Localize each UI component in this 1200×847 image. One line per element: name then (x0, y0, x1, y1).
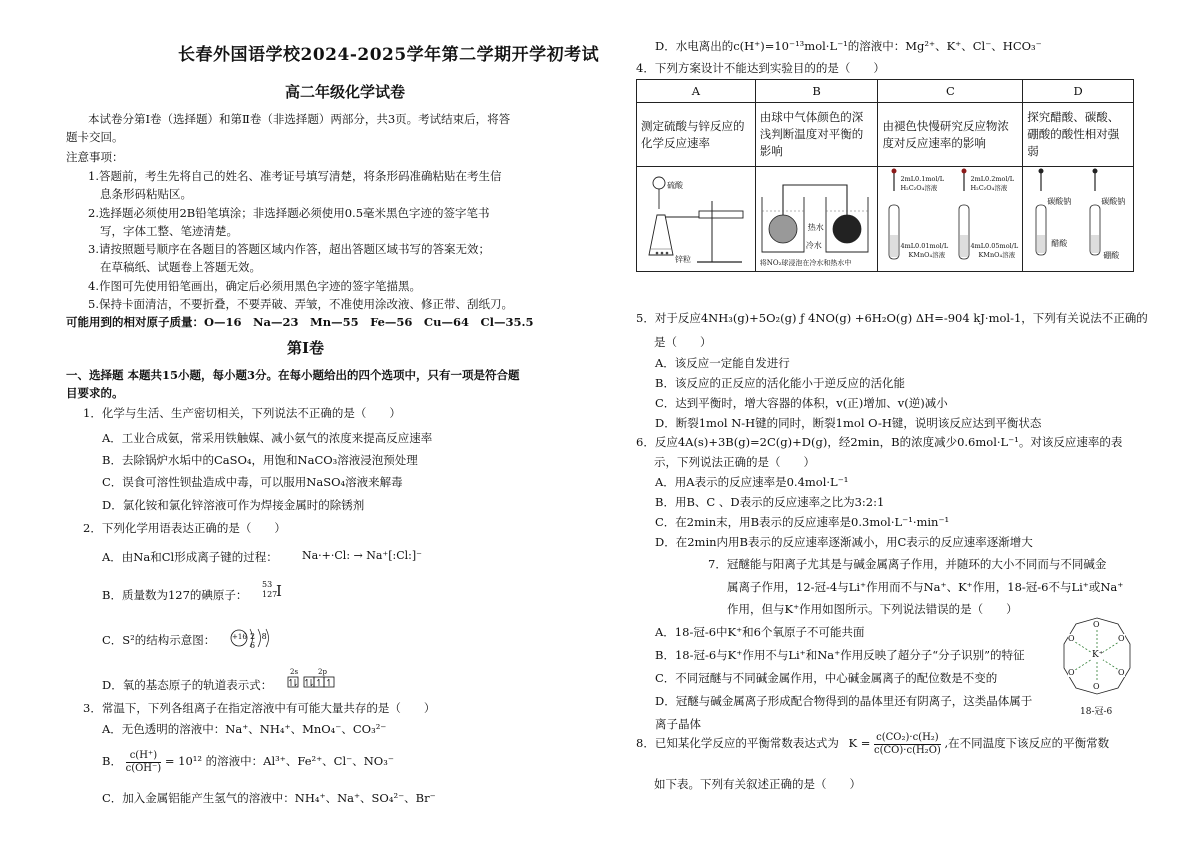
label-d2: 醋酸 (1051, 239, 1068, 248)
label-b-caption: 将NO₂球浸泡在冷水和热水中 (759, 259, 852, 267)
orbital-diagram (286, 668, 346, 690)
part1-instruction: 一、选择题 本题共15小题，每小题3分。在每小题给出的四个选项中，只有一项是符合题 (66, 368, 520, 382)
label-c4: H₂C₂O₄溶液 (970, 184, 1008, 192)
label-c7: 4mL0.05mol/L (970, 242, 1019, 250)
k-numerator: c(CO₂)·c(H₂) (874, 732, 941, 745)
table-image-row (637, 167, 1134, 272)
equilibrium-k: K = (848, 736, 871, 750)
nucleus-charge: +16 (232, 633, 247, 641)
oxygen-atom: O (1093, 682, 1100, 691)
orbital-boxes-svg (286, 668, 346, 690)
atomic-number: 127 (262, 590, 278, 599)
label-c3: 2mL0.2mol/L (970, 175, 1015, 183)
q2-option-a-formula: Na·+·Cl: → Na⁺[:Cl:]⁻ (302, 549, 422, 562)
oxygen-atom: O (1118, 668, 1125, 677)
q6-stem: 6．反应4A(s)+3B(g)=2C(g)+D(g)，经2min，B的浓度减少0.6mol·L⁻¹。对该反应速率的表 (636, 435, 1123, 449)
q5-stem-2: 是（ ） (654, 335, 712, 349)
element-symbol: I (276, 582, 282, 600)
q1-option-d: D．氯化铵和氯化锌溶液可作为焊接金属时的除锈剂 (102, 498, 365, 512)
q7-option-d: D．冠醚与碱金属离子形成配合物得到的晶体里还有阴离子，这类晶体属于 (655, 694, 1033, 708)
orbital-2s-label: 2s (290, 668, 299, 676)
figure-caption: 18-冠-6 (1080, 707, 1113, 717)
label-c2: H₂C₂O₄溶液 (900, 184, 938, 192)
q3-option-c: C．加入金属铝能产生氢气的溶液中：NH₄⁺、Na⁺、SO₄²⁻、Br⁻ (102, 791, 436, 805)
q7-option-b: B．18-冠-6与K⁺作用不与Li⁺和Na⁺作用反映了超分子“分子识别”的特征 (655, 648, 1025, 662)
note-line: 息条形码粘贴区。 (100, 187, 192, 201)
label-c6: KMnO₄溶液 (908, 251, 946, 259)
q6-option-a: A．用A表示的反应速率是0.4mol·L⁻¹ (655, 475, 849, 489)
experiment-table (636, 79, 1134, 272)
intro-line-2: 题卡交回。 (66, 130, 124, 144)
q6-option-d: D．在2min内用B表示的反应速率逐渐减小，用C表示的反应速率逐渐增大 (655, 535, 1033, 549)
note-line: 1.答题前，考生先将自己的姓名、准考证号填写清楚，将条形码准确粘贴在考生信 (88, 169, 502, 183)
potassium-ion: K⁺ (1092, 650, 1104, 660)
q7-option-d-cont: 离子晶体 (655, 717, 701, 731)
crown-ether-figure (1056, 612, 1138, 717)
ion-ratio-fraction (126, 750, 162, 775)
q8-stem (636, 726, 1109, 760)
intro-line-1: 本试卷分第Ⅰ卷（选择题）和第Ⅱ卷（非选择题）两部分，共3页。考试结束后，将答 (88, 112, 511, 126)
q7-option-c: C．不同冠醚与不同碱金属作用，中心碱金属离子的配位数是不变的 (655, 671, 998, 685)
q5-option-b: B．该反应的正反应的活化能小于逆反应的活化能 (655, 376, 905, 390)
fraction-denominator: c(OH⁻) (125, 762, 162, 774)
note-line: 写，字体工整、笔迹清楚。 (100, 224, 238, 238)
q5-option-a: A．该反应一定能自发进行 (655, 356, 790, 370)
label-zinc: 锌粒 (675, 255, 691, 264)
q3-option-b-suffix: = 10¹² 的溶液中：Al³⁺、Fe²⁺、Cl⁻、NO₃⁻ (164, 754, 394, 768)
apparatus-a-cell (637, 167, 756, 272)
apparatus-a-svg (637, 167, 754, 271)
table-desc-cell: 测定硫酸与锌反应的化学反应速率 (637, 103, 756, 167)
q3-stem: 3．常温下，下列各组离子在指定溶液中有可能大量共存的是（ ） (83, 701, 436, 715)
table-desc-cell: 由褪色快慢研究反应物浓度对反应速率的影响 (878, 103, 1023, 167)
table-header-cell: B (755, 80, 878, 103)
k-denominator: c(CO)·c(H₂O) (874, 744, 941, 756)
oxygen-atom: O (1068, 668, 1075, 677)
q1-option-c: C．误食可溶性钡盐造成中毒，可以服用NaSO₄溶液来解毒 (102, 475, 403, 489)
note-line: 2.选择题必须使用2B铅笔填涂；非选择题必须使用0.5毫米黑色字迹的签字笔书 (88, 206, 490, 220)
label-c1: 2mL0.1mol/L (900, 175, 945, 183)
q7-stem-3: 作用，但与K⁺作用如图所示。下列说法错误的是（ ） (727, 602, 1018, 616)
exam-title: 长春外国语学校2024-2025学年第二学期开学初考试 (178, 45, 600, 65)
orbital-2p-label: 2p (318, 668, 327, 676)
q5-option-d: D．断裂1mol N-H键的同时，断裂1mol O-H键，说明该反应达到平衡状态 (655, 416, 1042, 430)
label-sulfuric-acid: 硫酸 (667, 181, 683, 190)
q2-option-d: D．氧的基态原子的轨道表示式： (102, 678, 273, 692)
q3-option-b-prefix: B． (102, 754, 122, 768)
label-d3: 碳酸钠 (1101, 197, 1126, 206)
oxygen-atom: O (1068, 634, 1075, 643)
apparatus-c-cell (878, 167, 1023, 272)
table-header-row (637, 80, 1134, 103)
note-line: 在草稿纸、试题卷上答题无效。 (100, 260, 261, 274)
label-c5: 4mL0.01mol/L (900, 242, 949, 250)
table-header-cell: A (637, 80, 756, 103)
q2-stem: 2．下列化学用语表达正确的是（ ） (83, 521, 286, 535)
iodine-nuclide (262, 580, 292, 610)
label-cold-water: 冷水 (805, 241, 822, 250)
q8-stem-suffix: ,在不同温度下该反应的平衡常数 (944, 736, 1110, 750)
q1-option-b: B．去除锅炉水垢中的CaSO₄，用饱和NaCO₃溶液浸泡预处理 (102, 453, 418, 467)
q6-option-b: B．用B、C 、D表示的反应速率之比为3:2:1 (655, 495, 885, 509)
label-hot-water: 热水 (807, 223, 824, 232)
electron-shells: 2 8 6 (250, 632, 269, 650)
fraction-numerator: c(H⁺) (126, 750, 162, 763)
note-line: 3.请按照题号顺序在各题目的答题区域内作答，超出答题区域书写的答案无效； (88, 242, 490, 256)
q3-option-b (102, 741, 394, 781)
apparatus-b-cell (755, 167, 878, 272)
q6-stem-2: 示，下列说法正确的是（ ） (654, 455, 815, 469)
table-header-cell: D (1023, 80, 1134, 103)
note-line: 4.作图可先使用铅笔画出，确定后必须用黑色字迹的签字笔描黑。 (88, 279, 421, 293)
notes-label: 注意事项： (66, 150, 124, 164)
mass-number: 53 (262, 580, 273, 589)
part1-heading: 第Ⅰ卷 (287, 339, 325, 357)
label-d4: 硼酸 (1103, 251, 1120, 260)
q2-option-b: B．质量数为127的碘原子： (102, 588, 248, 602)
q7-option-a: A．18-冠-6中K⁺和6个氧原子不可能共面 (655, 625, 865, 639)
q1-option-a: A．工业合成氨，常采用铁触媒、减小氨气的浓度来提高反应速率 (102, 431, 433, 445)
part1-instruction: 目要求的。 (66, 386, 124, 400)
q2-option-c: C．S²的结构示意图： (102, 633, 216, 647)
q3-option-a: A．无色透明的溶液中：Na⁺、NH₄⁺、MnO₄⁻、CO₃²⁻ (102, 722, 387, 736)
table-desc-cell: 由球中气体颜色的深浅判断温度对平衡的影响 (755, 103, 878, 167)
apparatus-d-cell (1023, 167, 1134, 272)
q8-stem-prefix: 8．已知某化学反应的平衡常数表达式为 (636, 736, 839, 750)
q4-stem: 4．下列方案设计不能达到实验目的的是（ ） (636, 61, 885, 75)
sulfur-structure-diagram (228, 624, 278, 654)
q1-stem: 1．化学与生活、生产密切相关，下列说法不正确的是（ ） (83, 406, 401, 420)
q6-option-c: C．在2min末，用B表示的反应速率是0.3mol·L⁻¹·min⁻¹ (655, 515, 950, 529)
oxygen-atom: O (1118, 634, 1125, 643)
q3-option-d: D．水电离出的c(H⁺)=10⁻¹³mol·L⁻¹的溶液中：Mg²⁺、K⁺、Cl⁻、HCO₃⁻ (655, 39, 1042, 53)
q2-option-a: A．由Na和Cl形成离子键的过程： (102, 550, 278, 564)
table-desc-cell: 探究醋酸、碳酸、硼酸的酸性相对强弱 (1023, 103, 1134, 167)
exam-subtitle: 高二年级化学试卷 (285, 83, 406, 101)
q7-stem: 7．冠醚能与阳离子尤其是与碱金属离子作用，并随环的大小不同而与不同碱金 (708, 557, 1107, 571)
q5-stem: 5．对于反应4NH₃(g)+5O₂(g) ƒ 4NO(g) +6H₂O(g) ΔH=-904 kJ·mol-1，下列有关说法不正确的 (636, 311, 1148, 325)
equilibrium-fraction (874, 732, 941, 757)
label-c8: KMnO₄溶液 (978, 251, 1016, 259)
q7-stem-2: 属离子作用，12-冠-4与Li⁺作用而不与Na⁺、K⁺作用，18-冠-6不与Li⁺或Na⁺ (727, 580, 1124, 594)
oxygen-atom: O (1093, 620, 1100, 629)
note-line: 5.保持卡面清洁，不要折叠，不要弄破、弄皱，不准使用涂改液、修正带、刮纸刀。 (88, 297, 513, 311)
q5-option-c: C．达到平衡时，增大容器的体积，v(正)增加、v(逆)减小 (655, 396, 948, 410)
table-desc-row (637, 103, 1134, 167)
atomic-masses: 可能用到的相对原子质量：O—16 Na—23 Mn—55 Fe—56 Cu—64 Cl—35.5 (66, 315, 534, 329)
label-d1: 碳酸钠 (1047, 197, 1072, 206)
table-header-cell: C (878, 80, 1023, 103)
q8-stem-2: 如下表。下列有关叙述正确的是（ ） (654, 777, 861, 791)
